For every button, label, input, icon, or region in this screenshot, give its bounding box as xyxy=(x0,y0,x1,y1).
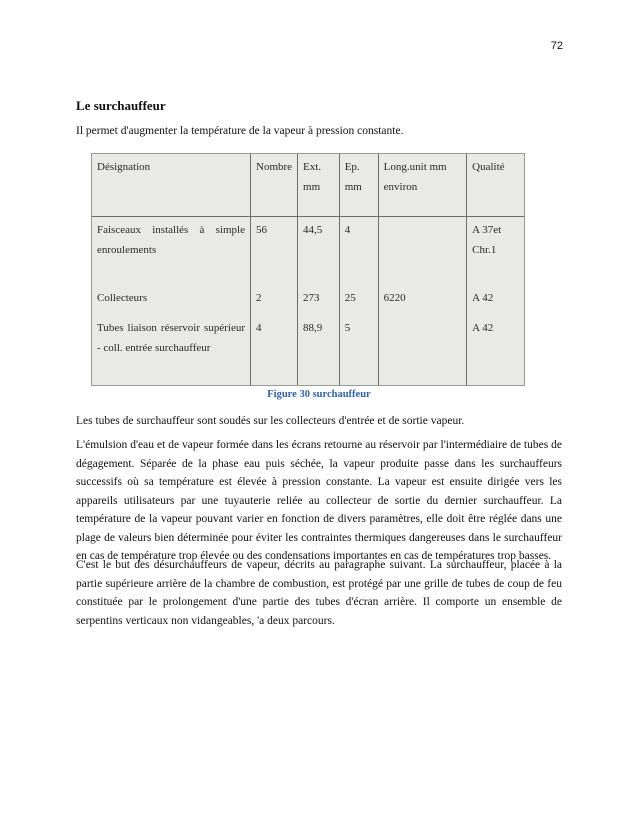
intro-text: Il permet d'augmenter la température de la vapeur à pression constante. xyxy=(76,125,404,137)
figure-caption: Figure 30 surchauffeur xyxy=(267,389,371,400)
cell-designation: Collecteurs xyxy=(92,285,251,315)
table-row xyxy=(92,217,524,285)
cell-designation: Faisceaux installés à simple enroulements xyxy=(92,217,251,285)
paragraph: Les tubes de surchauffeur sont soudés sur les collecteurs d'entrée et de sortie vapeur. xyxy=(76,415,465,427)
header-nombre: Nombre xyxy=(251,154,298,217)
specs-table-image xyxy=(91,153,525,386)
cell-ext: 44,5 xyxy=(298,217,340,285)
cell-qualite: A 42 xyxy=(472,291,494,304)
cell-long xyxy=(378,315,467,386)
paragraph: C'est le but des désurchauffeurs de vapeur, décrits au paragraphe suivant. La surchauffeur, placée à la partie supérieure arrière de la chambre de combustion, est protégé par une grille de tubes de coup de feu constituée par le prolongement d'une partie des tubes d'écran arrière. Il comporte un ensemble de serpentins verticaux non vidangeables, 'a deux parcours. xyxy=(76,559,562,627)
cell-long: 6220 xyxy=(378,285,467,315)
cell-nombre: 56 xyxy=(251,217,298,285)
header-qualite: Qualité xyxy=(467,154,524,217)
header-ext: Ext. mm xyxy=(298,154,340,217)
paragraph: L'émulsion d'eau et de vapeur formée dans les écrans retourne au réservoir par l'intermédiaire de tubes de dégagement. Séparée de la phase eau puis séchée, la vapeur produite passe dans les surchauffeurs successifs où sa température est élevée à pression constante. La vapeur est ensuite dirigée vers les appareils utilisateurs par une tuyauterie reliée au collecteur de sortie du dernier surchauffeur. La température de la vapeur pouvant varier en fonction de divers paramètres, elle doit être réglée dans une plage de valeurs bien déterminée pour éviter les contraintes thermiques dangereuses dans le surchauffeur en cas de température trop élevée ou des condensations importantes en cas de températures trop basses. xyxy=(76,439,562,562)
header-designation: Désignation xyxy=(92,154,251,217)
section-heading: Le surchauffeur xyxy=(76,98,166,113)
cell-nombre: 4 xyxy=(251,315,298,386)
page-number: 72 xyxy=(550,40,563,52)
cell-ep: 5 xyxy=(339,315,378,386)
cell-ext: 88,9 xyxy=(298,315,340,386)
table-row xyxy=(92,315,524,386)
cell-ext: 273 xyxy=(298,285,340,315)
table-header-row xyxy=(92,154,524,217)
cell-qualite: A 37et Chr.1 xyxy=(472,224,502,256)
header-ep: Ep. mm xyxy=(339,154,378,217)
table-row xyxy=(92,285,524,315)
cell-ep: 25 xyxy=(339,285,378,315)
specs-table xyxy=(92,154,524,385)
cell-nombre: 2 xyxy=(251,285,298,315)
header-long: Long.unit mm environ xyxy=(378,154,467,217)
cell-qualite: A 42 xyxy=(472,321,494,334)
cell-long xyxy=(378,217,467,285)
cell-ep: 4 xyxy=(339,217,378,285)
cell-designation: Tubes liaison réservoir supérieur - coll. entrée surchauffeur xyxy=(92,315,251,386)
